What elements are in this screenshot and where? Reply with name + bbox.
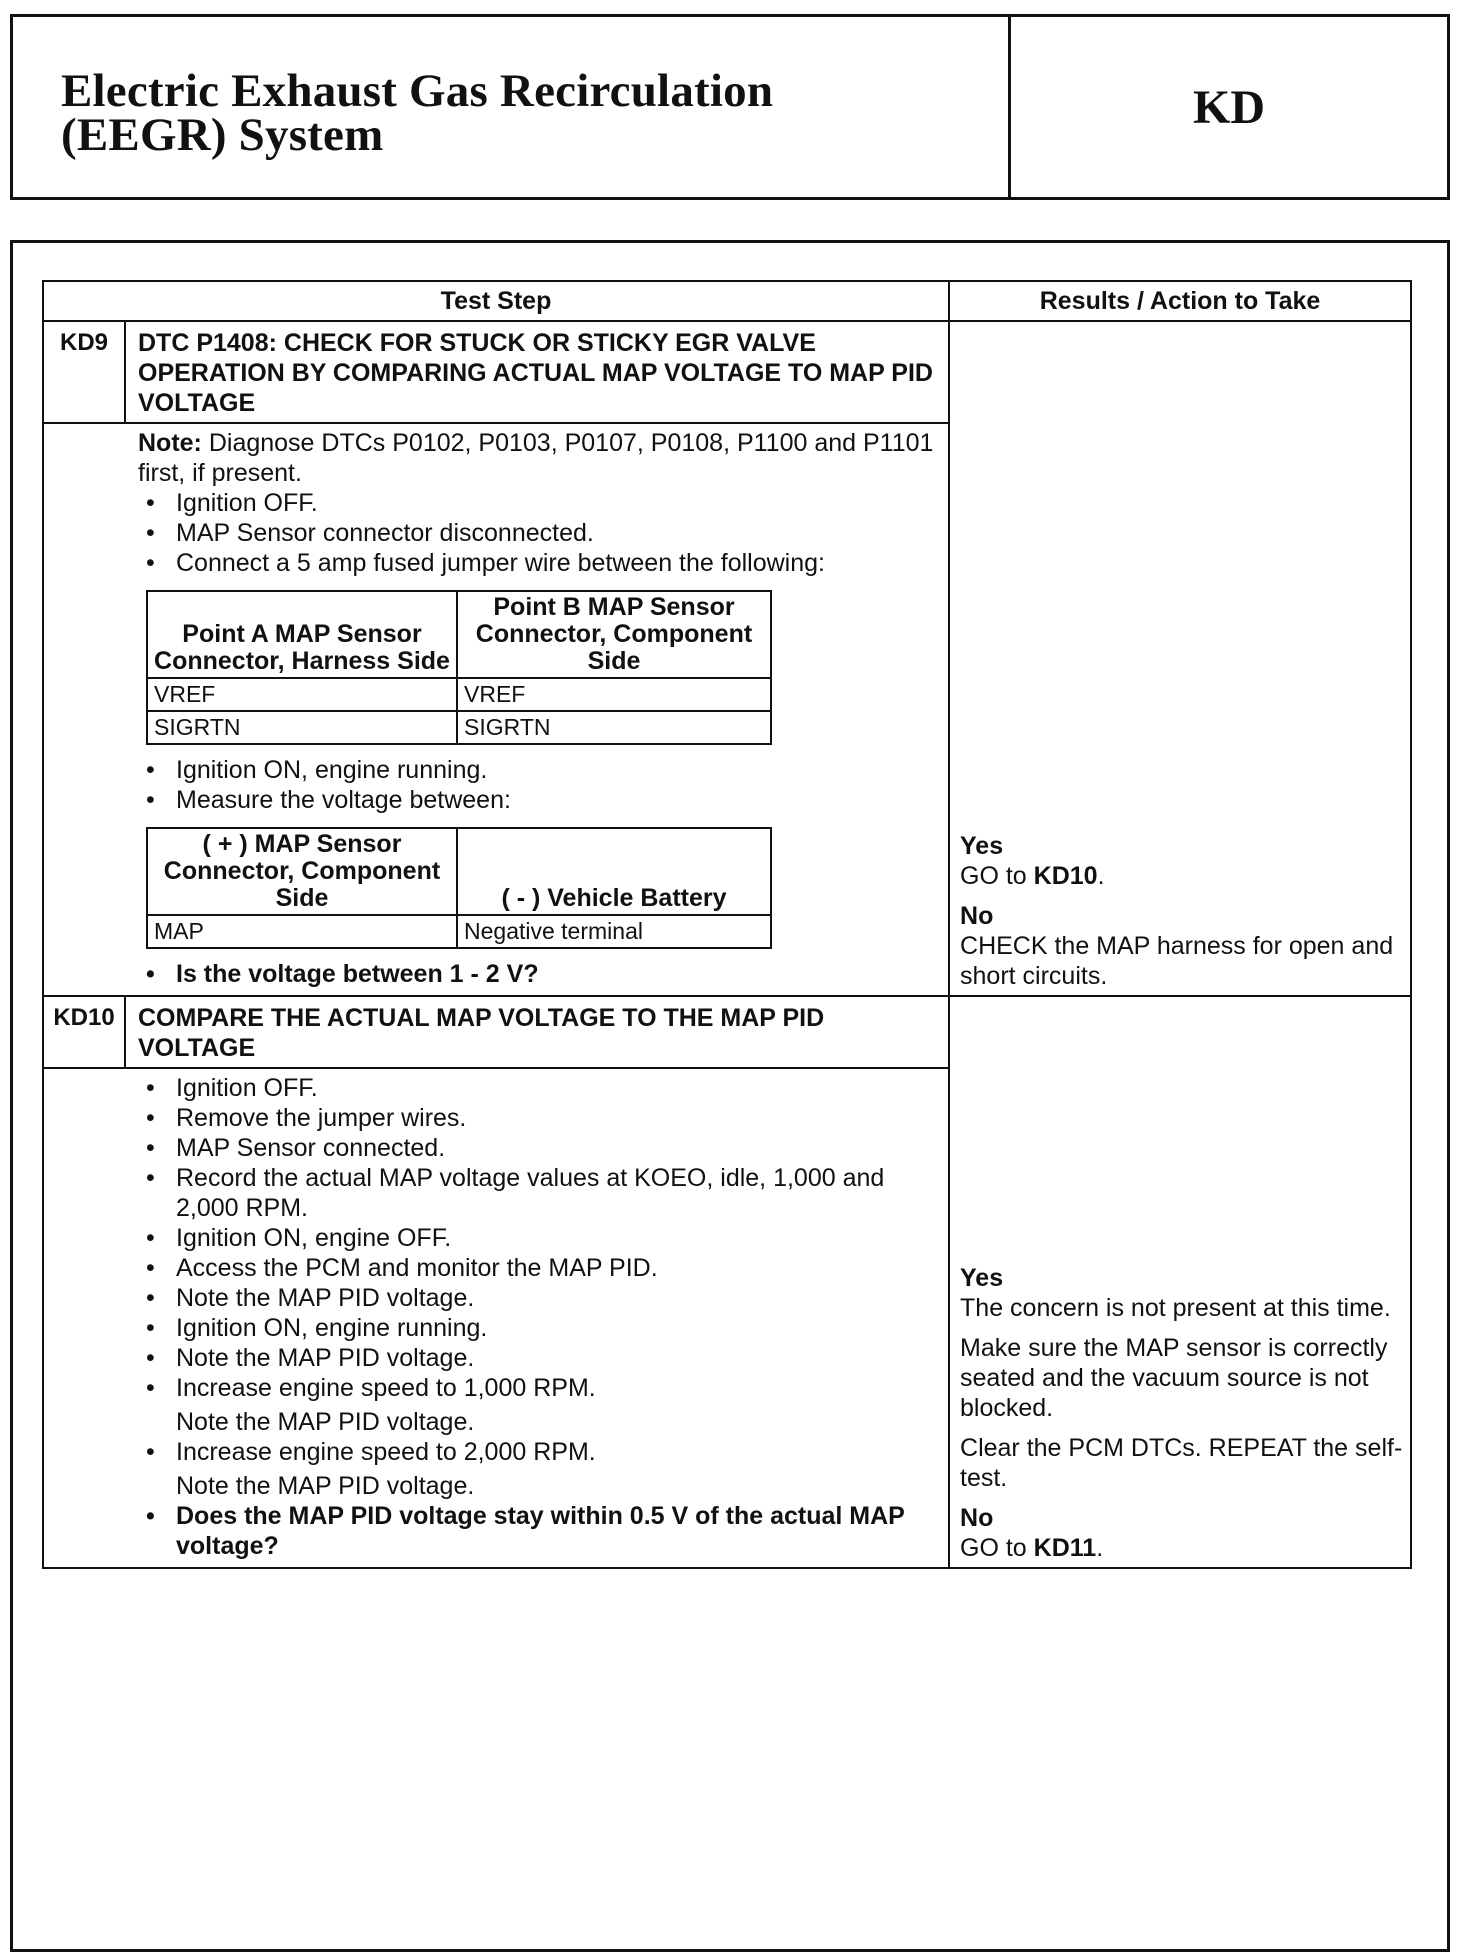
- list-item: • Note the MAP PID voltage.: [138, 1283, 938, 1313]
- kd9-yes-end: .: [1097, 862, 1105, 890]
- kd10-question: • Does the MAP PID voltage stay within 0.5 V of the actual MAP voltage?: [138, 1501, 938, 1561]
- list-item: • Increase engine speed to 2,000 RPM.: [138, 1437, 938, 1467]
- kd9-note-label: Note:: [138, 429, 202, 457]
- kd9-no-label: No: [960, 902, 994, 930]
- table-row: [147, 678, 771, 711]
- results-kd10: [949, 996, 1411, 1568]
- list-item-continuation: Note the MAP PID voltage.: [176, 1408, 475, 1436]
- kd9-bullets-a: [138, 488, 938, 578]
- kd10-no-text: GO to: [960, 1534, 1034, 1562]
- list-item: • Connect a 5 amp fused jumper wire between the following:: [138, 548, 938, 578]
- jumper-col-b: Point B MAP Sensor Connector, Component Side: [457, 591, 771, 678]
- kd10-bullets: [138, 1073, 938, 1561]
- list-item: • Remove the jumper wires.: [138, 1103, 938, 1133]
- kd10-yes-label: Yes: [960, 1264, 1004, 1292]
- list-item: • Record the actual MAP voltage values at KOEO, idle, 1,000 and 2,000 RPM.: [138, 1163, 938, 1223]
- table-row: [147, 915, 771, 948]
- table-cell: SIGRTN: [147, 711, 457, 744]
- table-cell: VREF: [457, 678, 771, 711]
- list-item: • Access the PCM and monitor the MAP PID.: [138, 1253, 938, 1283]
- voltage-col-a: ( + ) MAP Sensor Connector, Component Side: [147, 828, 457, 915]
- table-cell: SIGRTN: [457, 711, 771, 744]
- step-body-kd10: [43, 1068, 949, 1568]
- kd10-no-action: [960, 1533, 1404, 1563]
- col-header-test-step: Test Step: [43, 281, 949, 321]
- kd10-clear: Clear the PCM DTCs. REPEAT the self-test.: [960, 1434, 1403, 1492]
- list-item: • MAP Sensor connected.: [138, 1133, 938, 1163]
- list-item: • Increase engine speed to 1,000 RPM.: [138, 1373, 938, 1403]
- step-title-kd9: DTC P1408: CHECK FOR STUCK OR STICKY EGR VALVE OPERATION BY COMPARING ACTUAL MAP VOLTAGE TO MAP PID VOLTAGE: [125, 321, 949, 423]
- voltage-table: [146, 827, 772, 949]
- step-kd10-title-row: [43, 996, 1411, 1068]
- section-title-line1: Electric Exhaust Gas Recirculation: [61, 65, 774, 117]
- list-item: • Ignition ON, engine OFF.: [138, 1223, 938, 1253]
- jumper-col-a: Point A MAP Sensor Connector, Harness Side: [147, 591, 457, 678]
- voltage-col-b: ( - ) Vehicle Battery: [457, 828, 771, 915]
- table-header-row: [43, 281, 1411, 321]
- kd10-no-label: No: [960, 1504, 994, 1532]
- table-cell: Negative terminal: [457, 915, 771, 948]
- kd9-question: • Is the voltage between 1 - 2 V?: [138, 959, 938, 989]
- section-title: [13, 17, 1011, 197]
- page-header: [10, 14, 1450, 200]
- kd9-question-list: [138, 959, 938, 989]
- list-item: • Ignition ON, engine running.: [138, 755, 938, 785]
- section-code: KD: [1193, 80, 1265, 134]
- kd9-yes-action: [960, 861, 1404, 891]
- kd10-no-end: .: [1096, 1534, 1104, 1562]
- list-item-continuation: Note the MAP PID voltage.: [176, 1472, 475, 1500]
- kd10-make-sure: Make sure the MAP sensor is correctly seated and the vacuum source is not blocked.: [960, 1334, 1388, 1422]
- list-item: • Ignition OFF.: [138, 1073, 938, 1103]
- table-cell: VREF: [147, 678, 457, 711]
- kd10-yes-text: The concern is not present at this time.: [960, 1294, 1391, 1322]
- list-item: • Note the MAP PID voltage.: [138, 1343, 938, 1373]
- step-title-kd10: COMPARE THE ACTUAL MAP VOLTAGE TO THE MAP PID VOLTAGE: [125, 996, 949, 1068]
- list-item: • Ignition ON, engine running.: [138, 1313, 938, 1343]
- voltage-table-header: [147, 828, 771, 915]
- step-kd9-title-row: [43, 321, 1411, 423]
- list-item: • MAP Sensor connector disconnected.: [138, 518, 938, 548]
- step-body-kd9: [43, 423, 949, 996]
- kd9-bullets-b: [138, 755, 938, 815]
- table-row: [147, 711, 771, 744]
- results-kd9: [949, 321, 1411, 996]
- step-id-kd10: KD10: [43, 996, 125, 1068]
- kd9-note-text: Diagnose DTCs P0102, P0103, P0107, P0108, P1100 and P1101 first, if present.: [138, 429, 934, 487]
- step-id-kd9: KD9: [43, 321, 125, 423]
- kd9-yes-label: Yes: [960, 832, 1004, 860]
- kd9-note: [138, 428, 938, 488]
- list-item: • Ignition OFF.: [138, 488, 938, 518]
- list-item: • Measure the voltage between:: [138, 785, 938, 815]
- section-title-line2: (EEGR) System: [61, 109, 384, 161]
- jumper-table: [146, 590, 772, 745]
- kd10-no-ref: KD11: [1033, 1534, 1097, 1562]
- kd9-yes-text: GO to: [960, 862, 1034, 890]
- table-cell: MAP: [147, 915, 457, 948]
- test-step-table: [42, 280, 1412, 1569]
- kd9-no-action: CHECK the MAP harness for open and short circuits.: [960, 932, 1394, 990]
- col-header-results: Results / Action to Take: [949, 281, 1411, 321]
- jumper-table-header: [147, 591, 771, 678]
- kd9-yes-ref: KD10: [1033, 862, 1098, 890]
